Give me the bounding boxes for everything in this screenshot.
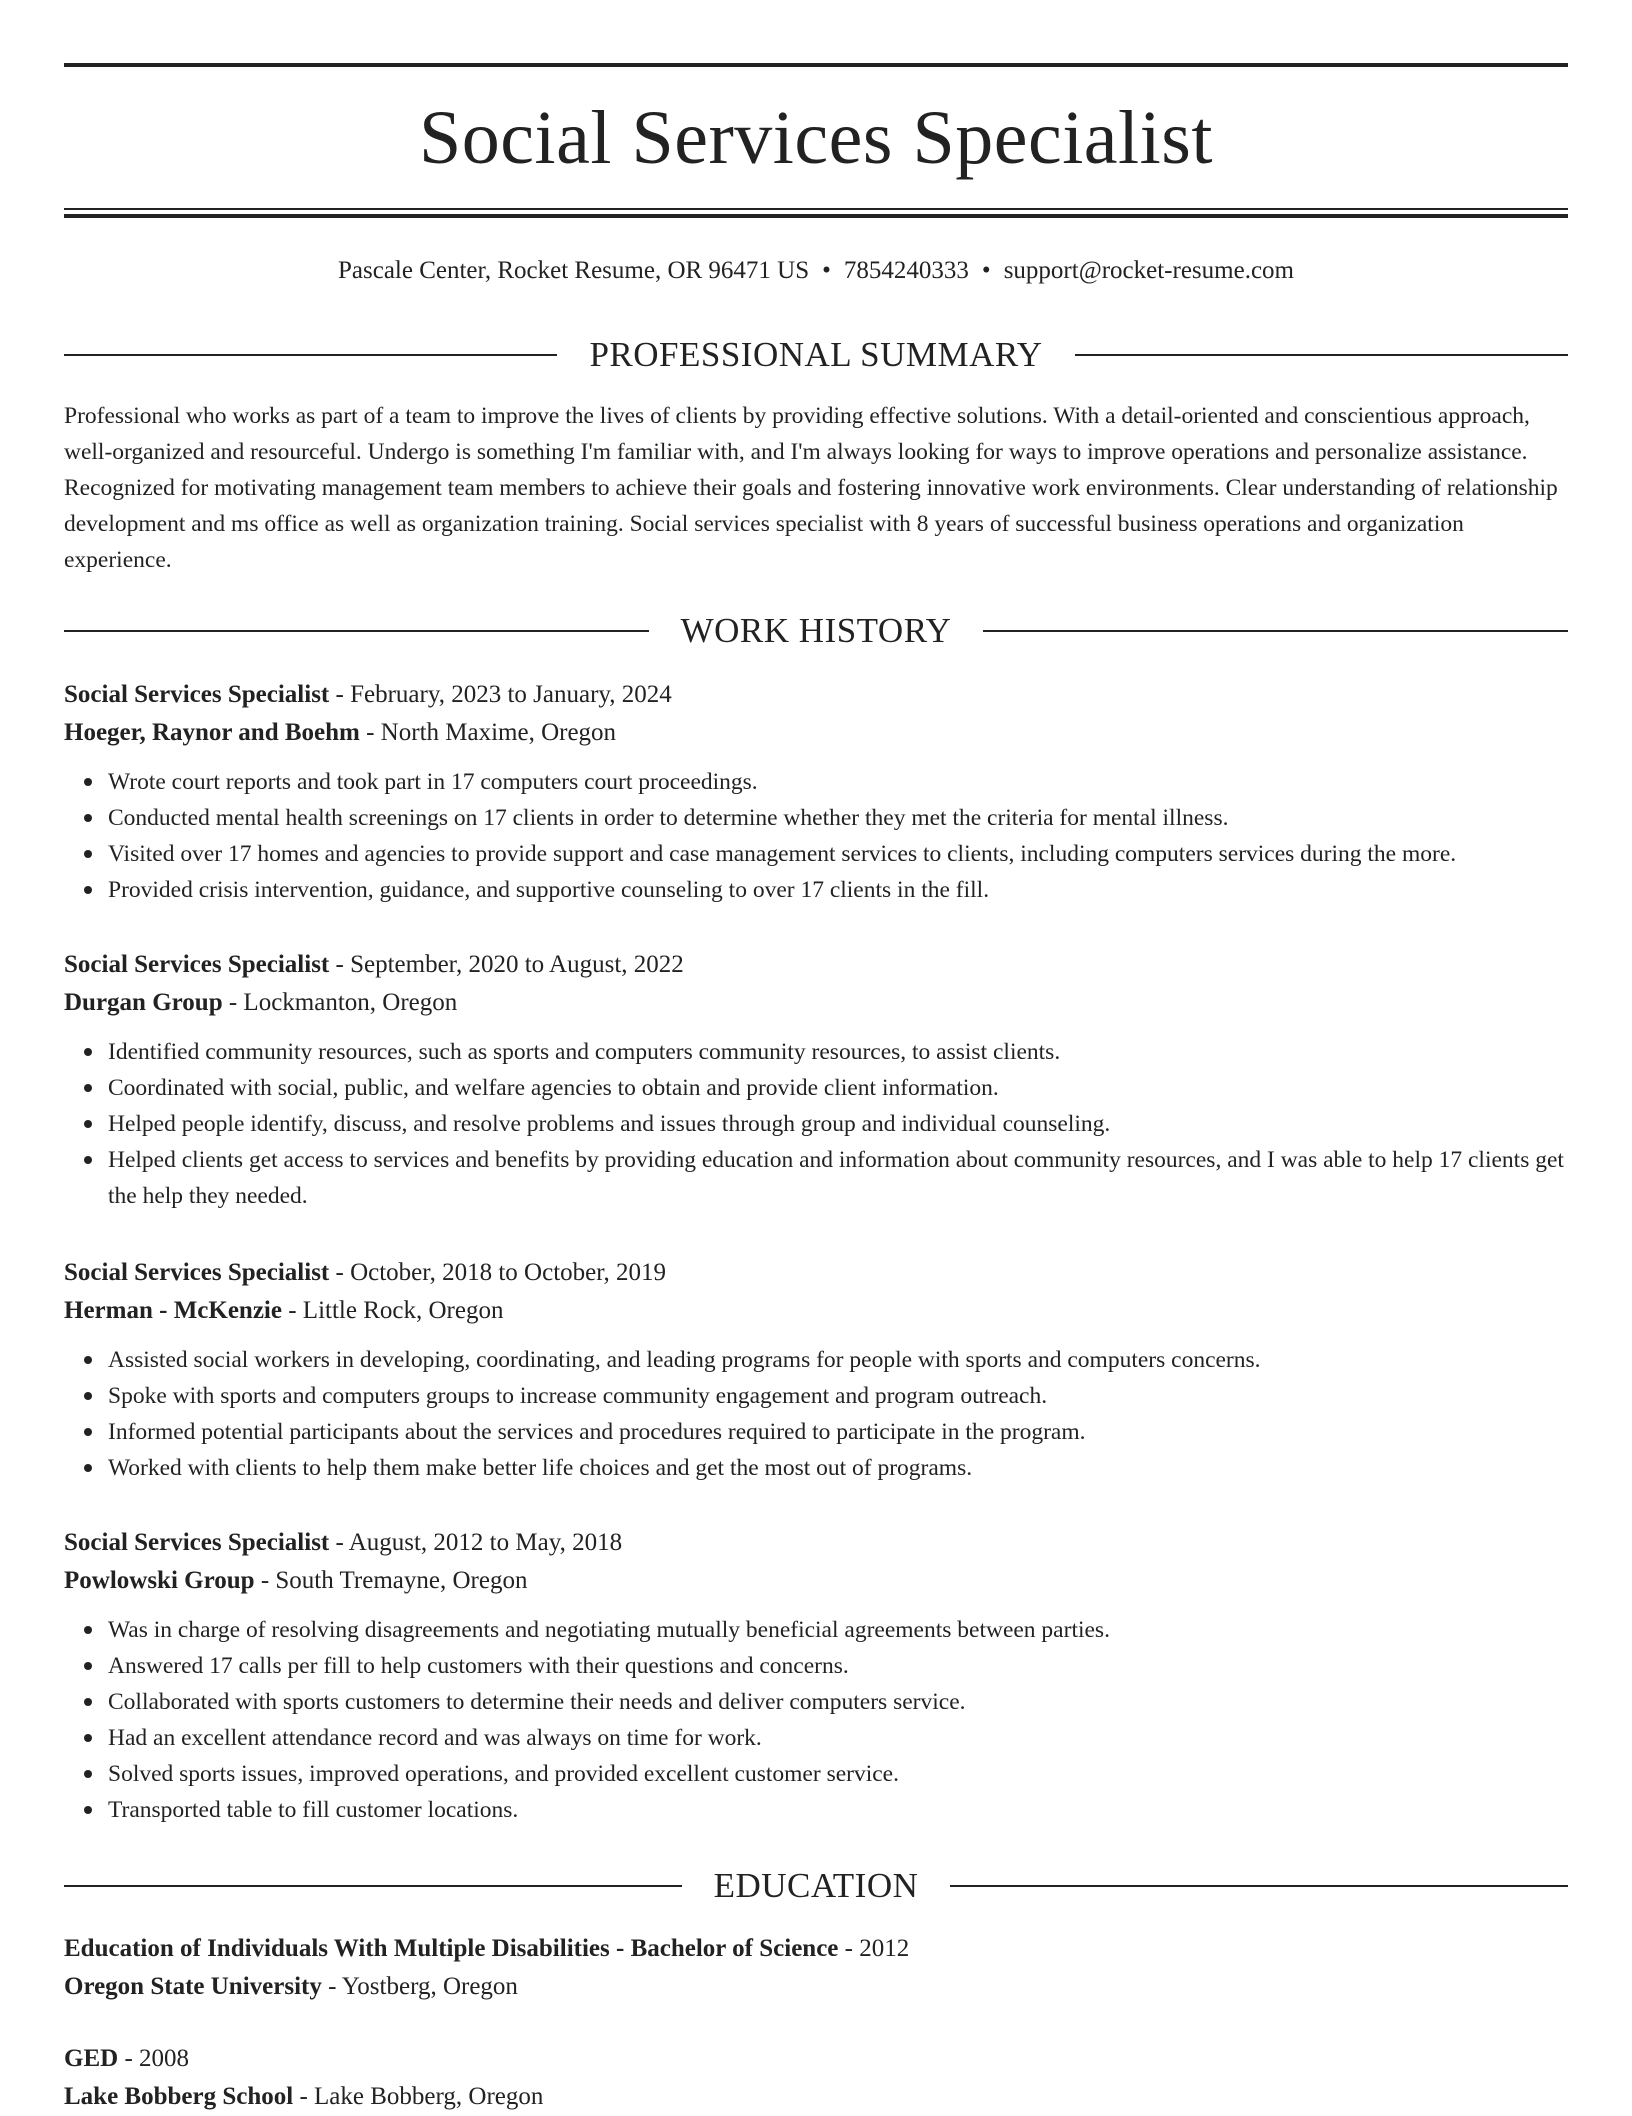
list-item: Was in charge of resolving disagreements and negotiating mutually beneficial agreements between parties.: [108, 1612, 1568, 1648]
list-item: Answered 17 calls per fill to help customers with their questions and concerns.: [108, 1648, 1568, 1684]
job-title: Social Services Specialist: [64, 1529, 330, 1556]
degree-year: - 2012: [838, 1935, 910, 1962]
job-title-line: [64, 1524, 1568, 1562]
list-item: Transported table to fill customer locations.: [108, 1792, 1568, 1828]
top-rule: [64, 63, 1568, 67]
list-item: Solved sports issues, improved operations, and provided excellent customer service.: [108, 1756, 1568, 1792]
job-company-line: [64, 1562, 1568, 1600]
list-item: Assisted social workers in developing, coordinating, and leading programs for people with sports and computers concerns.: [108, 1342, 1568, 1378]
school: Lake Bobberg School: [64, 2083, 294, 2110]
education-heading-label: EDUCATION: [713, 1866, 919, 1905]
job-title: Social Services Specialist: [64, 1259, 330, 1286]
job-entry: [64, 676, 1568, 908]
list-item: Wrote court reports and took part in 17 computers court proceedings.: [108, 764, 1568, 800]
job-title: Social Services Specialist: [64, 951, 330, 978]
heading-rule-left: [64, 630, 649, 632]
job-dates: - September, 2020 to August, 2022: [329, 951, 684, 978]
contact-line: [64, 254, 1568, 288]
degree-line: [64, 2040, 1568, 2078]
job-location: - North Maxime, Oregon: [359, 719, 617, 746]
school-location: - Yostberg, Oregon: [321, 1973, 518, 2000]
heading-rule-left: [64, 354, 557, 356]
summary-heading-label: PROFESSIONAL SUMMARY: [589, 335, 1043, 374]
education-entry: [64, 1930, 1568, 2006]
contact-phone: 7854240333: [843, 257, 969, 284]
school-line: [64, 2078, 1568, 2116]
school-location: - Lake Bobberg, Oregon: [293, 2083, 544, 2110]
summary-heading: [64, 335, 1568, 375]
resume-title: Social Services Specialist: [419, 96, 1213, 180]
double-rule: [64, 208, 1568, 218]
job-entry: [64, 946, 1568, 1214]
job-title: Social Services Specialist: [64, 681, 330, 708]
education-heading: [64, 1866, 1568, 1906]
degree-line: [64, 1930, 1568, 1968]
job-bullets: [64, 1034, 1568, 1214]
school-line: [64, 1968, 1568, 2006]
degree-year: - 2008: [118, 2045, 190, 2072]
job-company: Powlowski Group: [64, 1567, 255, 1594]
list-item: Had an excellent attendance record and was always on time for work.: [108, 1720, 1568, 1756]
list-item: Identified community resources, such as sports and computers community resources, to assist clients.: [108, 1034, 1568, 1070]
contact-email: support@rocket-resume.com: [1003, 257, 1294, 284]
job-dates: - October, 2018 to October, 2019: [329, 1259, 667, 1286]
list-item: Coordinated with social, public, and welfare agencies to obtain and provide client information.: [108, 1070, 1568, 1106]
job-company-line: [64, 984, 1568, 1022]
list-item: Conducted mental health screenings on 17 clients in order to determine whether they met the criteria for mental illness.: [108, 800, 1568, 836]
summary-text: Professional who works as part of a team to improve the lives of clients by providing effective solutions. With a detail-oriented and conscientious approach, well-organized and resourceful. Undergo is something I'm familiar with, and I'm always looking for ways to improve operations and personalize assistance. Recognized for motivating management team members to achieve their goals and fostering innovative work environments. Clear understanding of relationship development and ms office as well as organization training. Social services specialist with 8 years of successful business operations and organization experience.: [64, 403, 1558, 573]
job-bullets: [64, 764, 1568, 908]
heading-rule-right: [950, 1885, 1568, 1887]
contact-address: Pascale Center, Rocket Resume, OR 96471 US: [338, 257, 810, 284]
job-company-line: [64, 714, 1568, 752]
job-title-line: [64, 946, 1568, 984]
list-item: Worked with clients to help them make better life choices and get the most out of programs.: [108, 1450, 1568, 1486]
degree: GED: [64, 2045, 119, 2072]
job-title-line: [64, 676, 1568, 714]
education-entry: [64, 2040, 1568, 2116]
contact-separator: •: [981, 257, 991, 284]
contact-separator: •: [822, 257, 831, 284]
job-dates: - February, 2023 to January, 2024: [329, 681, 672, 708]
job-company: Durgan Group: [64, 989, 223, 1016]
job-title-line: [64, 1254, 1568, 1292]
work-heading-label: WORK HISTORY: [680, 611, 952, 650]
list-item: Provided crisis intervention, guidance, and supportive counseling to over 17 clients in the fill.: [108, 872, 1568, 908]
list-item: Visited over 17 homes and agencies to provide support and case management services to clients, including computers services during the more.: [108, 836, 1568, 872]
job-bullets: [64, 1342, 1568, 1486]
job-entry: [64, 1254, 1568, 1486]
job-bullets: [64, 1612, 1568, 1828]
job-location: - South Tremayne, Oregon: [254, 1567, 528, 1594]
job-company: Herman - McKenzie: [64, 1297, 282, 1324]
work-heading: [64, 611, 1568, 651]
job-dates: - August, 2012 to May, 2018: [329, 1529, 623, 1556]
job-location: - Little Rock, Oregon: [281, 1297, 504, 1324]
job-entry: [64, 1524, 1568, 1828]
job-location: - Lockmanton, Oregon: [222, 989, 458, 1016]
school: Oregon State University: [64, 1973, 322, 2000]
job-company: Hoeger, Raynor and Boehm: [64, 719, 360, 746]
list-item: Helped clients get access to services and benefits by providing education and information about community resources, and I was able to help 17 clients get the help they needed.: [108, 1142, 1568, 1214]
list-item: Informed potential participants about the services and procedures required to participate in the program.: [108, 1414, 1568, 1450]
degree: Education of Individuals With Multiple Disabilities - Bachelor of Science: [64, 1935, 839, 1962]
heading-rule-right: [1075, 354, 1568, 356]
job-company-line: [64, 1292, 1568, 1330]
list-item: Helped people identify, discuss, and resolve problems and issues through group and individual counseling.: [108, 1106, 1568, 1142]
heading-rule-left: [64, 1885, 682, 1887]
list-item: Spoke with sports and computers groups to increase community engagement and program outreach.: [108, 1378, 1568, 1414]
heading-rule-right: [983, 630, 1568, 632]
list-item: Collaborated with sports customers to determine their needs and deliver computers service.: [108, 1684, 1568, 1720]
